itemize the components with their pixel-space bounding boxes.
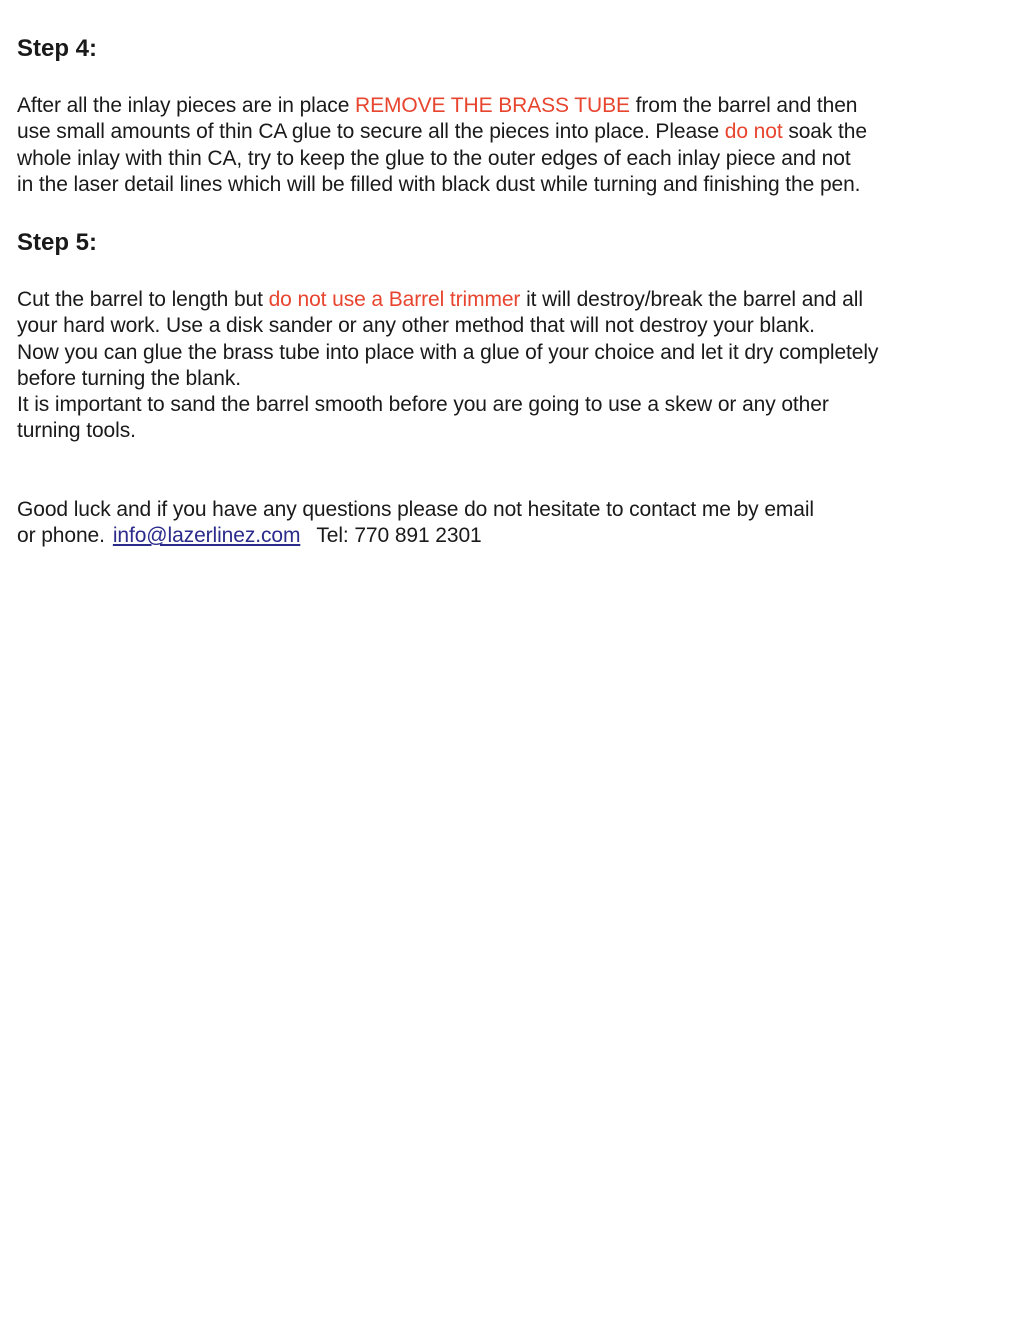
step-4-text: use small amounts of thin CA glue to secure all the pieces into place. Please [17, 120, 725, 144]
remove-brass-tube-warning: REMOVE THE BRASS TUBE [355, 94, 630, 117]
step-5-heading: Step 5: [17, 229, 98, 256]
closing-line-2 [17, 523, 1007, 549]
email-link[interactable]: info@lazerlinez.com [112, 524, 301, 548]
step-5-line-1 [17, 287, 1007, 313]
step-5-text: it will destroy/break the barrel and all [520, 288, 863, 311]
step-5-line-5: It is important to sand the barrel smooth before you are going to use a skew or any other [17, 393, 829, 417]
step-4-heading: Step 4: [17, 35, 98, 62]
step-5-line-6: turning tools. [17, 419, 136, 443]
step-4-text: soak the [782, 120, 867, 144]
step-4-line-3: whole inlay with thin CA, try to keep the glue to the outer edges of each inlay piece and not [17, 146, 851, 170]
step-4-line-1 [17, 93, 1007, 119]
step-5-line-3: Now you can glue the brass tube into place with a glue of your choice and let it dry completely [17, 340, 879, 364]
step-4-line-4: in the laser detail lines which will be filled with black dust while turning and finishing the pen. [17, 172, 861, 196]
step-4-line-2 [17, 119, 1007, 145]
barrel-trimmer-warning: do not use a Barrel trimmer [268, 288, 521, 311]
step-5-line-4: before turning the blank. [17, 366, 241, 390]
step-4-text: from the barrel and then [629, 94, 858, 117]
closing-line-1: Good luck and if you have any questions please do not hesitate to contact me by email [17, 498, 814, 521]
step-5-line-2: your hard work. Use a disk sander or any other method that will not destroy your blank. [17, 314, 815, 338]
step-5-text: Cut the barrel to length but [17, 288, 269, 311]
step-5-paragraph [17, 287, 1007, 445]
do-not-warning: do not [724, 120, 783, 144]
telephone-number: Tel: 770 891 2301 [316, 524, 482, 548]
closing-text: or phone. [17, 524, 105, 548]
step-4-text: After all the inlay pieces are in place [17, 94, 356, 117]
step-4-paragraph [17, 93, 1007, 198]
closing-paragraph [17, 497, 1007, 550]
